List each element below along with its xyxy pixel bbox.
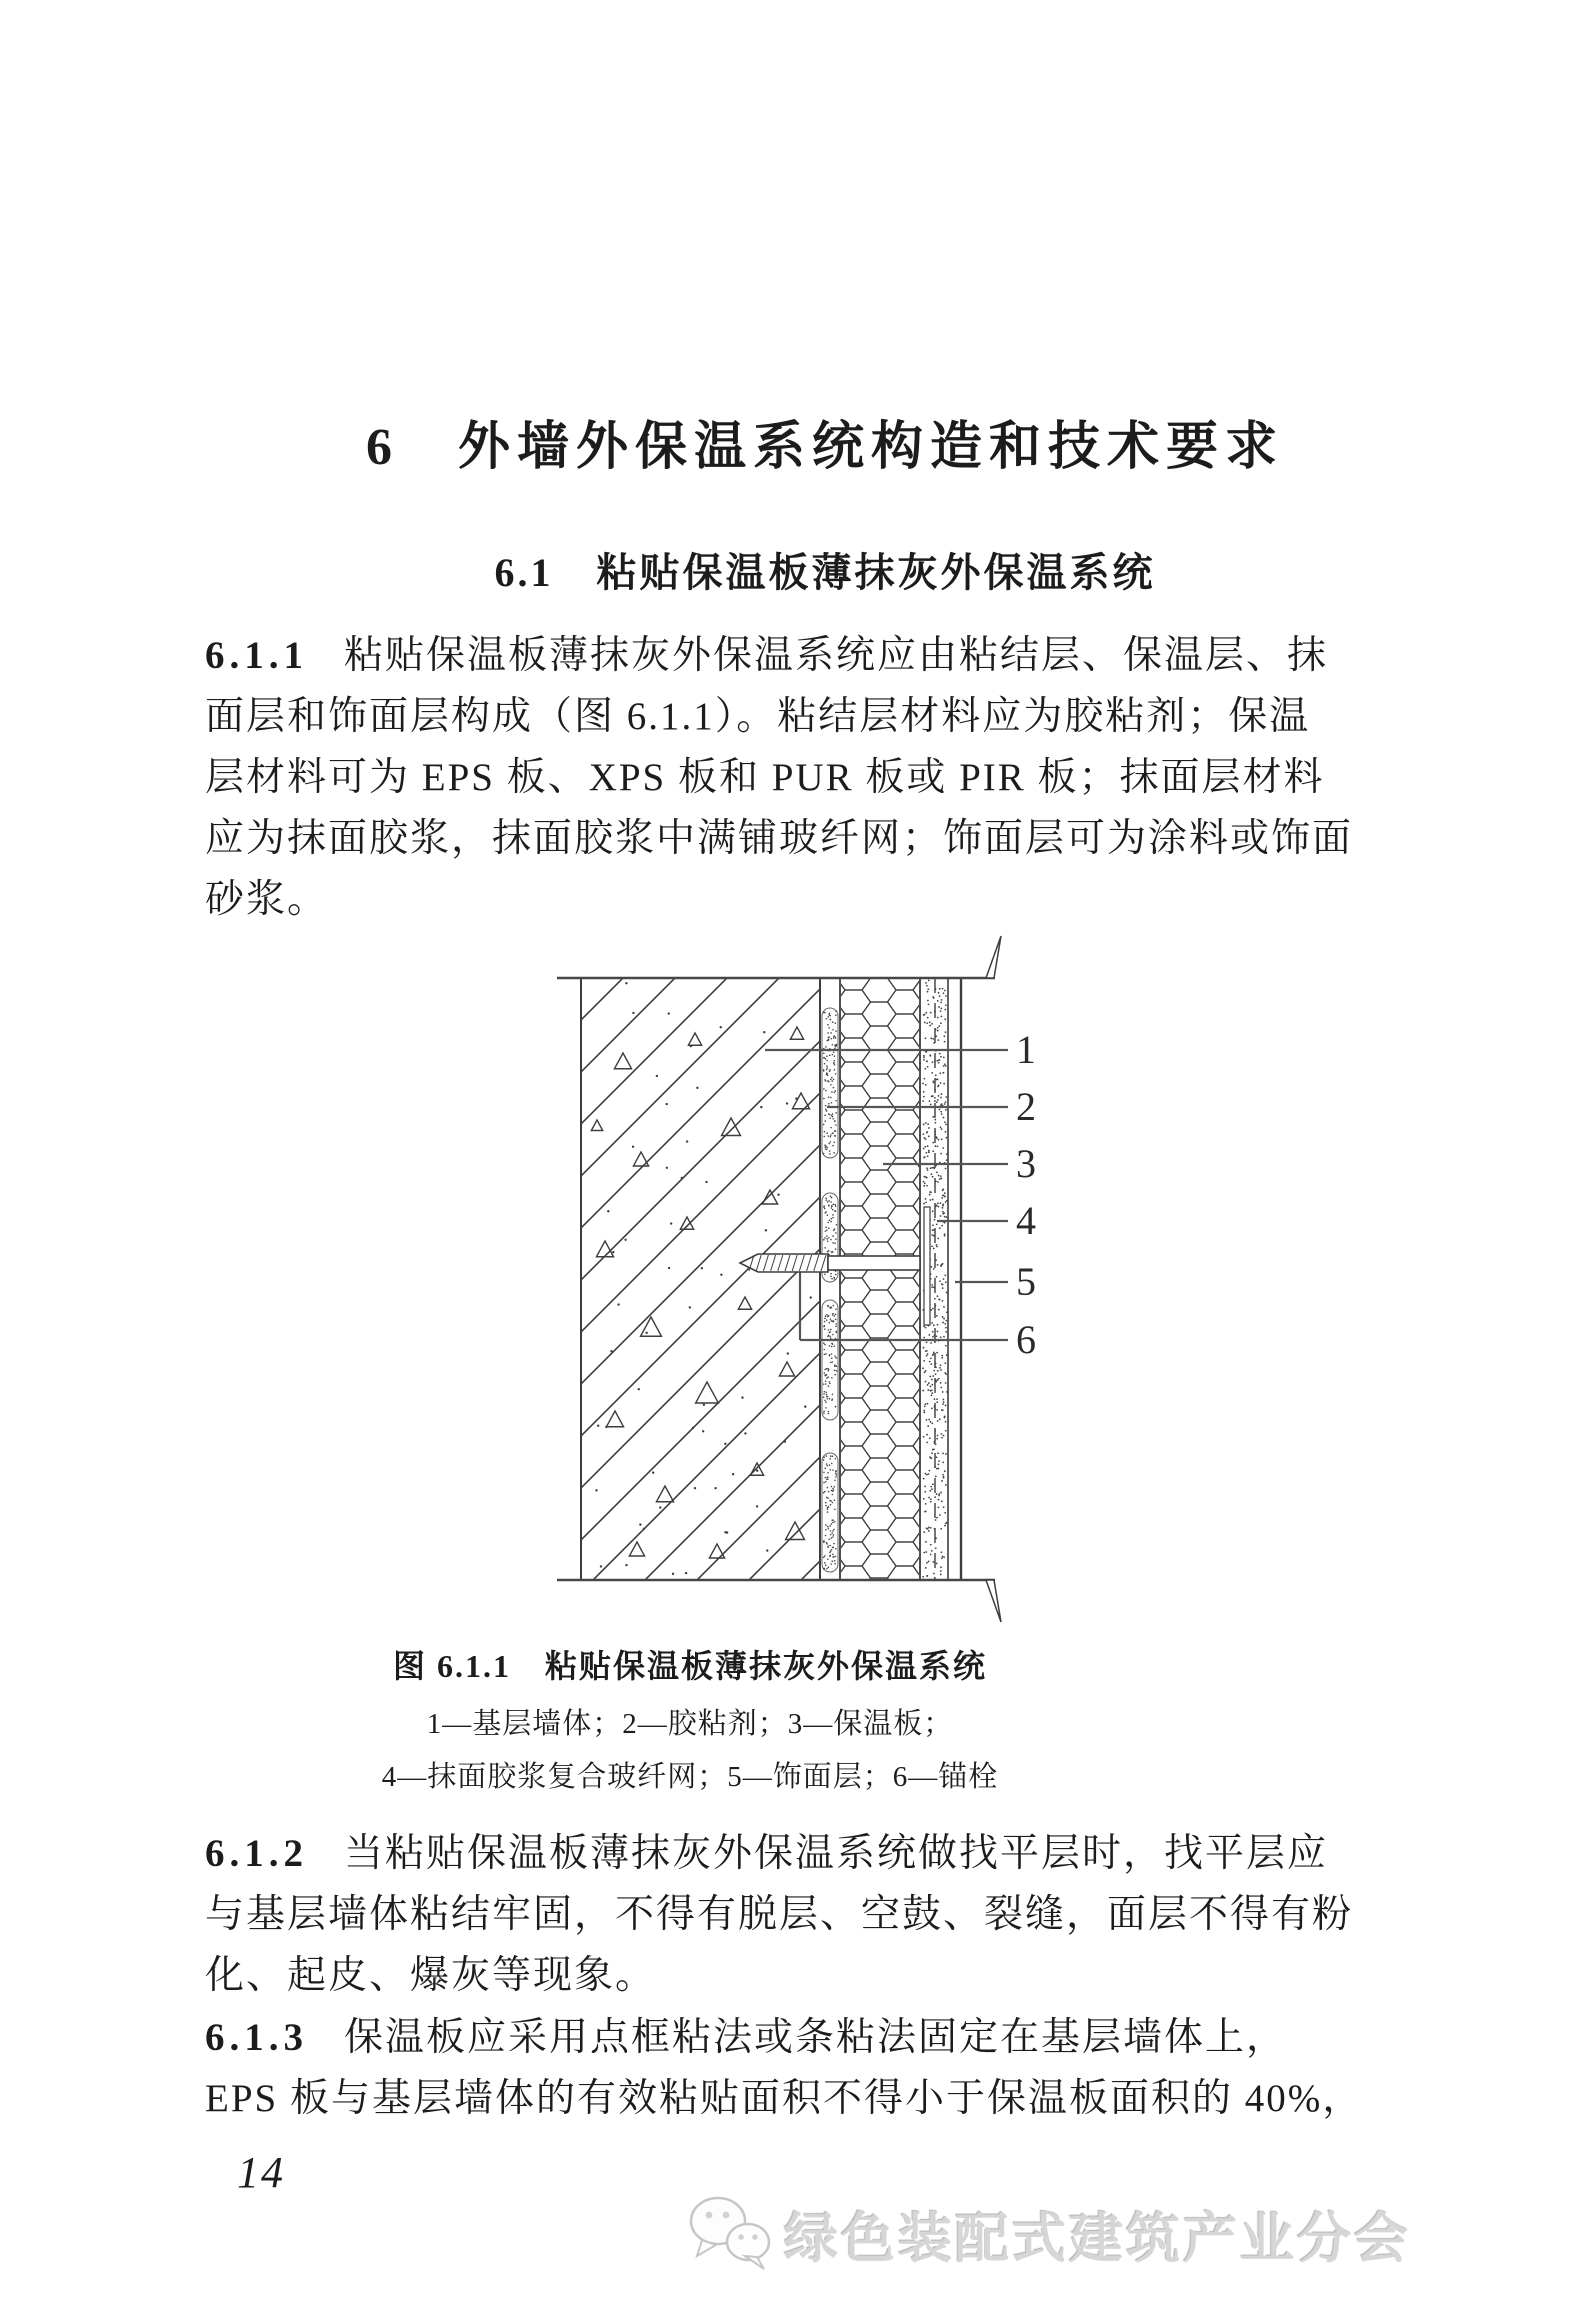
paragraph-line: 与基层墙体粘结牢固，不得有脱层、空鼓、裂缝，面层不得有粉 — [205, 1893, 1354, 1936]
clause-number: 6.1.2 — [205, 1832, 308, 1875]
figure-caption: 图 6.1.1 粘贴保温板薄抹灰外保温系统 — [392, 1648, 987, 1684]
figure-legend-line: 4—抹面胶浆复合玻纤网；5—饰面层；6—锚栓 — [381, 1761, 999, 1793]
paragraph-line — [205, 634, 1505, 678]
paragraph-line: 层材料可为 EPS 板、XPS 板和 PUR 板或 PIR 板；抹面层材料 — [205, 756, 1325, 799]
paragraph-line — [205, 2016, 1505, 2060]
watermark — [688, 2194, 1411, 2275]
paragraph-line: 化、起皮、爆灰等现象。 — [205, 1954, 657, 1997]
watermark-text: 绿色装配式建筑产业分会 — [784, 2209, 1411, 2269]
chapter-title: 6 外墙外保温系统构造和技术要求 — [365, 419, 1284, 476]
figure-diagram — [545, 928, 1065, 1628]
figure-legend-line: 1—基层墙体；2—胶粘剂；3—保温板； — [426, 1708, 954, 1740]
paragraph-line: 砂浆。 — [205, 878, 329, 921]
wechat-icon — [688, 2194, 774, 2275]
callout-number: 3 — [1016, 1141, 1036, 1186]
paragraph-text: 粘贴保温板薄抹灰外保温系统应由粘结层、保温层、抹 — [344, 634, 1329, 677]
paragraph-text: 当粘贴保温板薄抹灰外保温系统做找平层时，找平层应 — [344, 1832, 1329, 1875]
callout-number: 4 — [1016, 1198, 1036, 1243]
paragraph-line — [205, 1832, 1505, 1876]
paragraph-line: 应为抹面胶浆，抹面胶浆中满铺玻纤网；饰面层可为涂料或饰面 — [205, 817, 1354, 860]
callout-number: 5 — [1016, 1259, 1036, 1304]
section-heading: 6.1 粘贴保温板薄抹灰外保温系统 — [494, 550, 1156, 595]
clause-number: 6.1.1 — [205, 634, 308, 677]
callout-number: 6 — [1016, 1317, 1036, 1362]
callout-number: 1 — [1016, 1027, 1036, 1072]
page-number: 14 — [237, 2148, 285, 2197]
paragraph-line: 面层和饰面层构成（图 6.1.1）。粘结层材料应为胶粘剂；保温 — [205, 695, 1311, 738]
paragraph-line: EPS 板与基层墙体的有效粘贴面积不得小于保温板面积的 40%， — [205, 2077, 1364, 2120]
paragraph-text: 保温板应采用点框粘法或条粘法固定在基层墙体上， — [344, 2016, 1288, 2059]
callout-number: 2 — [1016, 1084, 1036, 1129]
clause-number: 6.1.3 — [205, 2016, 308, 2059]
